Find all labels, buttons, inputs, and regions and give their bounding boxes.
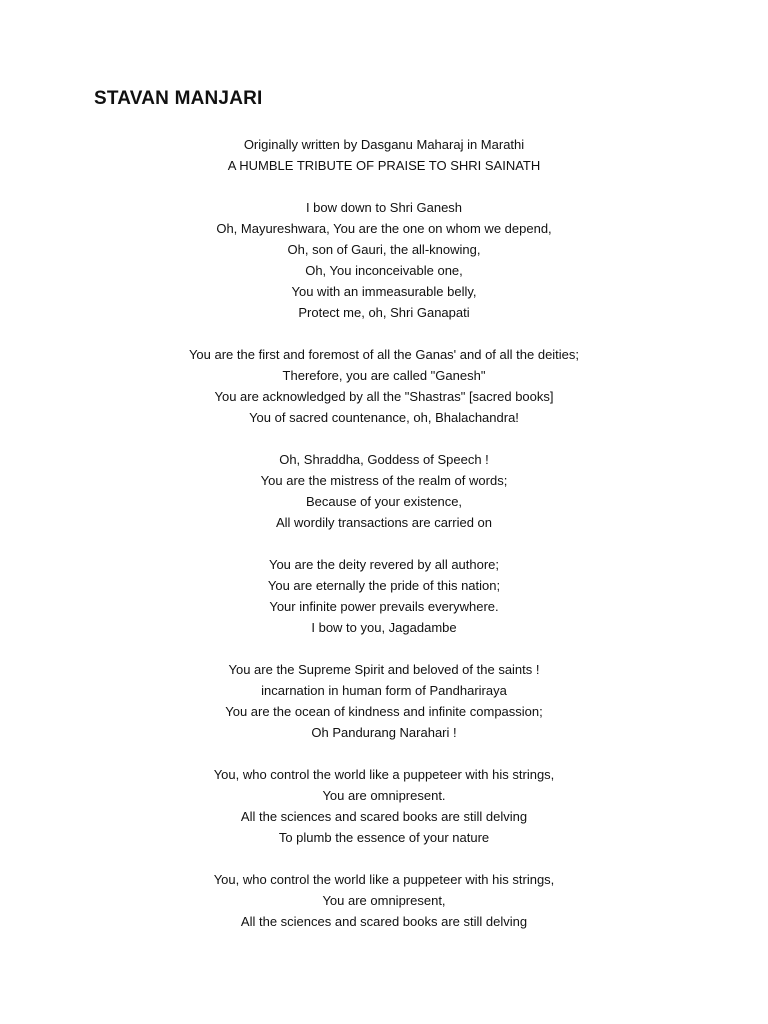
text-line: You are omnipresent. [322, 788, 446, 803]
text-line: I bow to you, Jagadambe [311, 620, 457, 635]
text-line: incarnation in human form of Pandhariraya [261, 683, 507, 698]
document-title: STAVAN MANJARI [94, 88, 263, 109]
text-line: You, who control the world like a puppeteer with his strings, [213, 767, 555, 782]
text-line: I bow down to Shri Ganesh [305, 200, 463, 215]
text-line: Oh, son of Gauri, the all-knowing, [287, 242, 481, 257]
blank-line [0, 533, 768, 554]
text-line: Oh, Shraddha, Goddess of Speech ! [279, 452, 489, 467]
text-line: All the sciences and scared books are still delving [240, 809, 528, 824]
text-line: You are the ocean of kindness and infinite compassion; [225, 704, 543, 719]
document-body [0, 134, 768, 932]
blank-line [0, 428, 768, 449]
text-line: All the sciences and scared books are still delving [240, 914, 528, 929]
text-line: Originally written by Dasganu Maharaj in Marathi [243, 137, 525, 152]
text-line: You are acknowledged by all the "Shastras" [sacred books] [214, 389, 554, 404]
blank-line [0, 176, 768, 197]
text-line: You are the Supreme Spirit and beloved of the saints ! [228, 662, 540, 677]
text-line: Protect me, oh, Shri Ganapati [298, 305, 470, 320]
text-line: You are the deity revered by all authore; [268, 557, 500, 572]
text-line: You are omnipresent, [322, 893, 446, 908]
text-line: Oh, Mayureshwara, You are the one on whom we depend, [216, 221, 552, 236]
blank-line [0, 323, 768, 344]
text-line: A HUMBLE TRIBUTE OF PRAISE TO SHRI SAINATH [227, 158, 541, 173]
text-line: Therefore, you are called "Ganesh" [282, 368, 486, 383]
text-line: To plumb the essence of your nature [278, 830, 490, 845]
blank-line [0, 638, 768, 659]
text-line: You are the first and foremost of all the Ganas' and of all the deities; [188, 347, 580, 362]
text-line: Because of your existence, [305, 494, 463, 509]
text-line: Oh, You inconceivable one, [305, 263, 463, 278]
text-line: You, who control the world like a puppeteer with his strings, [213, 872, 555, 887]
text-line: All wordily transactions are carried on [275, 515, 493, 530]
blank-line [0, 848, 768, 869]
text-line: You are the mistress of the realm of words; [260, 473, 508, 488]
text-line: Oh Pandurang Narahari ! [311, 725, 457, 740]
blank-line [0, 743, 768, 764]
text-line: You of sacred countenance, oh, Bhalachandra! [249, 410, 519, 425]
text-line: You with an immeasurable belly, [291, 284, 477, 299]
text-line: You are eternally the pride of this nation; [267, 578, 501, 593]
text-line: Your infinite power prevails everywhere. [269, 599, 499, 614]
